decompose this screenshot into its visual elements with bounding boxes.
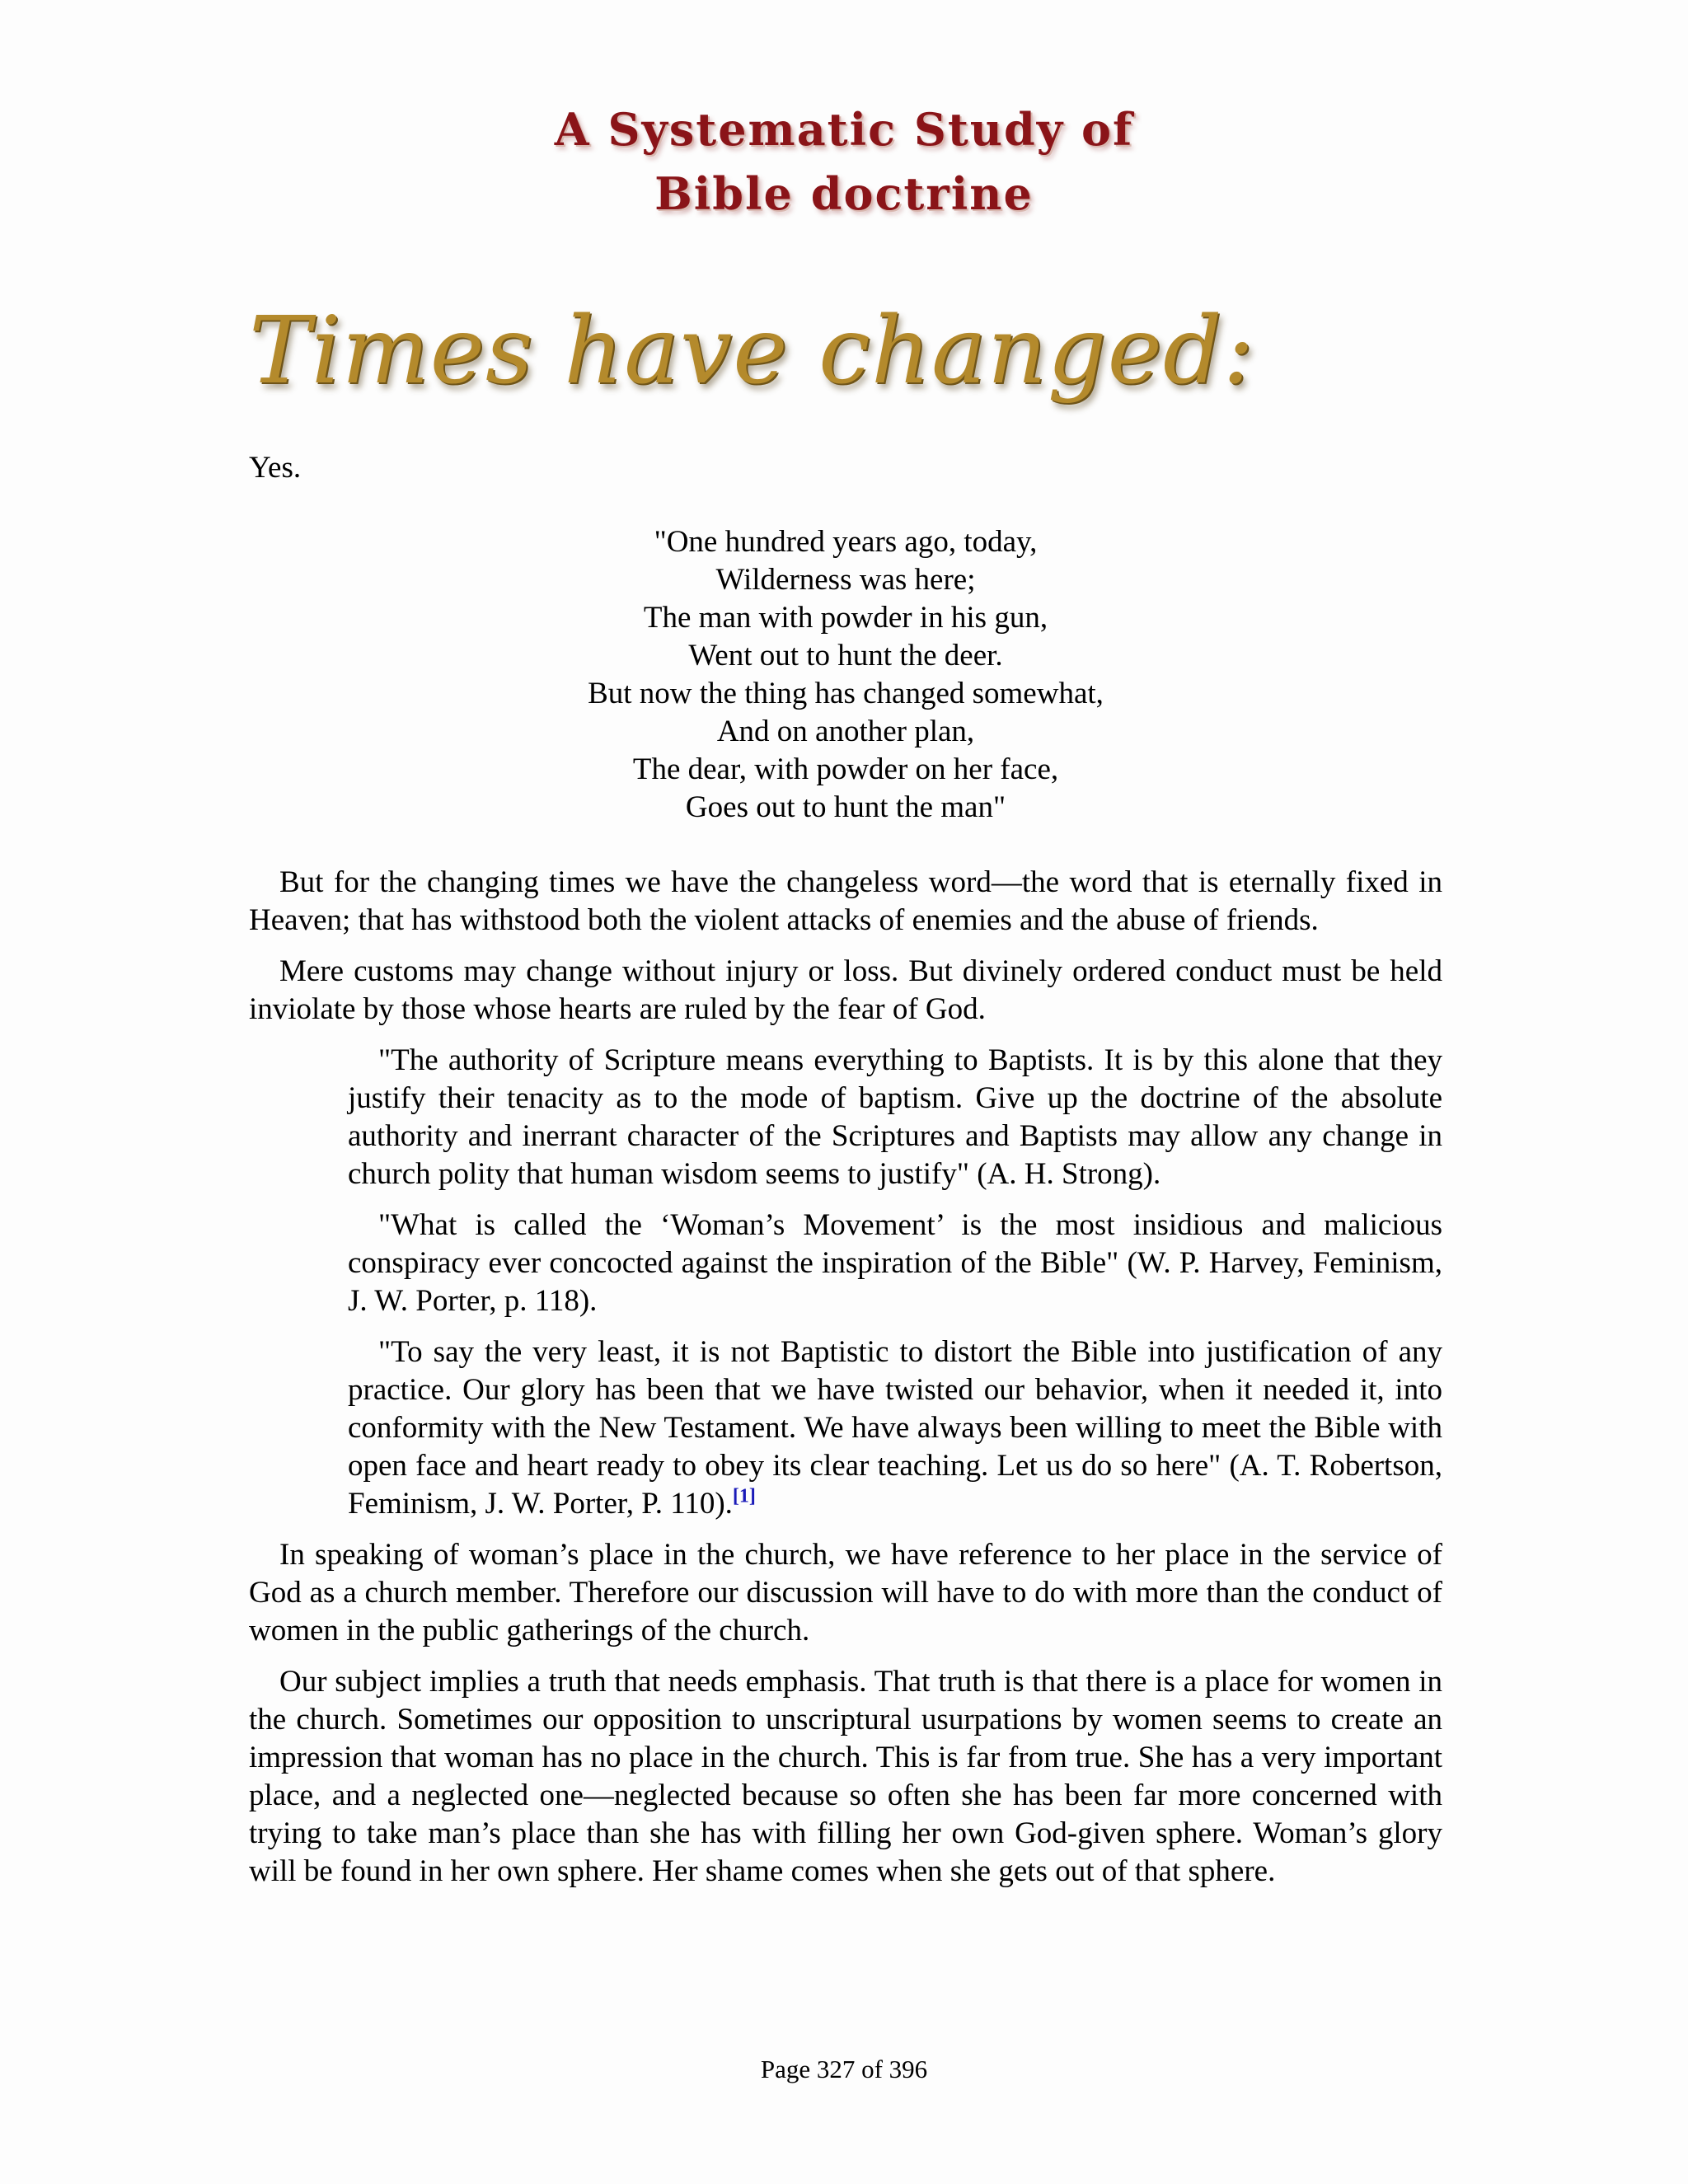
quote-robertson-text: "To say the very least, it is not Baptistic to distort the Bible into justification of any practice. Our glory has been that we have twisted our behavior, when it needed it, into conformity with the New Testament. We have always been willing to meet the Bible with open face and heart ready to obey its clear teaching. Let us do so here" (A. T. Robertson, Feminism, J. W. Porter, P. 110). (348, 1335, 1442, 1521)
page-content (249, 449, 1442, 1904)
poem-line: Goes out to hunt the man" (685, 790, 1006, 824)
quote-strong: "The authority of Scripture means everything to Baptists. It is by this alone that they justify their tenacity as to the mode of baptism. Give up the doctrine of the absolute authority and inerrant character of the Scriptures and Baptists may allow any change in church polity that human wisdom seems to justify" (A. H. Strong). (348, 1043, 1442, 1191)
poem-line: "One hundred years ago, today, (654, 525, 1038, 559)
poem-line: The man with powder in his gun, (643, 601, 1048, 635)
book-title-line-1: A Systematic Study of (554, 103, 1134, 156)
book-title-line-2: Bible doctrine (654, 167, 1034, 220)
book-title-banner (0, 97, 1688, 226)
section-heading: Times have changed: (249, 298, 1255, 405)
poem-line: But now the thing has changed somewhat, (588, 677, 1104, 710)
page-number: Page 327 of 396 (760, 2055, 928, 2083)
paragraph-woman-place: In speaking of woman’s place in the church, we have reference to her place in the service of God as a church member. Therefore our discussion will have to do with more than the conduct of women in the public gatherings of the church. (249, 1538, 1442, 1647)
poem-line: Went out to hunt the deer. (688, 639, 1003, 673)
footnote-link[interactable]: [1] (732, 1485, 756, 1507)
poem-line: And on another plan, (716, 715, 975, 748)
poem-line: The dear, with powder on her face, (632, 752, 1059, 786)
quote-robertson (348, 1333, 1442, 1523)
poem (249, 523, 1442, 827)
paragraph-customs: Mere customs may change without injury or loss. But divinely ordered conduct must be held inviolate by those whose hearts are ruled by the fear of God. (249, 954, 1442, 1026)
quotations-block (348, 1042, 1442, 1523)
poem-line: Wilderness was here; (715, 563, 976, 597)
paragraph-changeless-word: But for the changing times we have the changeless word—the word that is eternally fixed in Heaven; that has withstood both the violent attacks of enemies and the abuse of friends. (249, 865, 1442, 937)
yes-line: Yes. (249, 451, 302, 485)
paragraph-subject-truth: Our subject implies a truth that needs emphasis. That truth is that there is a place for women in the church. Sometimes our opposition to unscriptural usurpations by women seems to create an impression that woman has no place in the church. This is far from true. She has a very important place, and a neglected one—neglected because so often she has been far more concerned with trying to take man’s place than she has with filling her own God-given sphere. Woman’s glory will be found in her own sphere. Her shame comes when she gets out of that sphere. (249, 1665, 1442, 1888)
quote-harvey: "What is called the ‘Woman’s Movement’ is the most insidious and malicious conspiracy ever concocted against the inspiration of the Bible" (W. P. Harvey, Feminism, J. W. Porter, p. 118). (348, 1208, 1442, 1318)
